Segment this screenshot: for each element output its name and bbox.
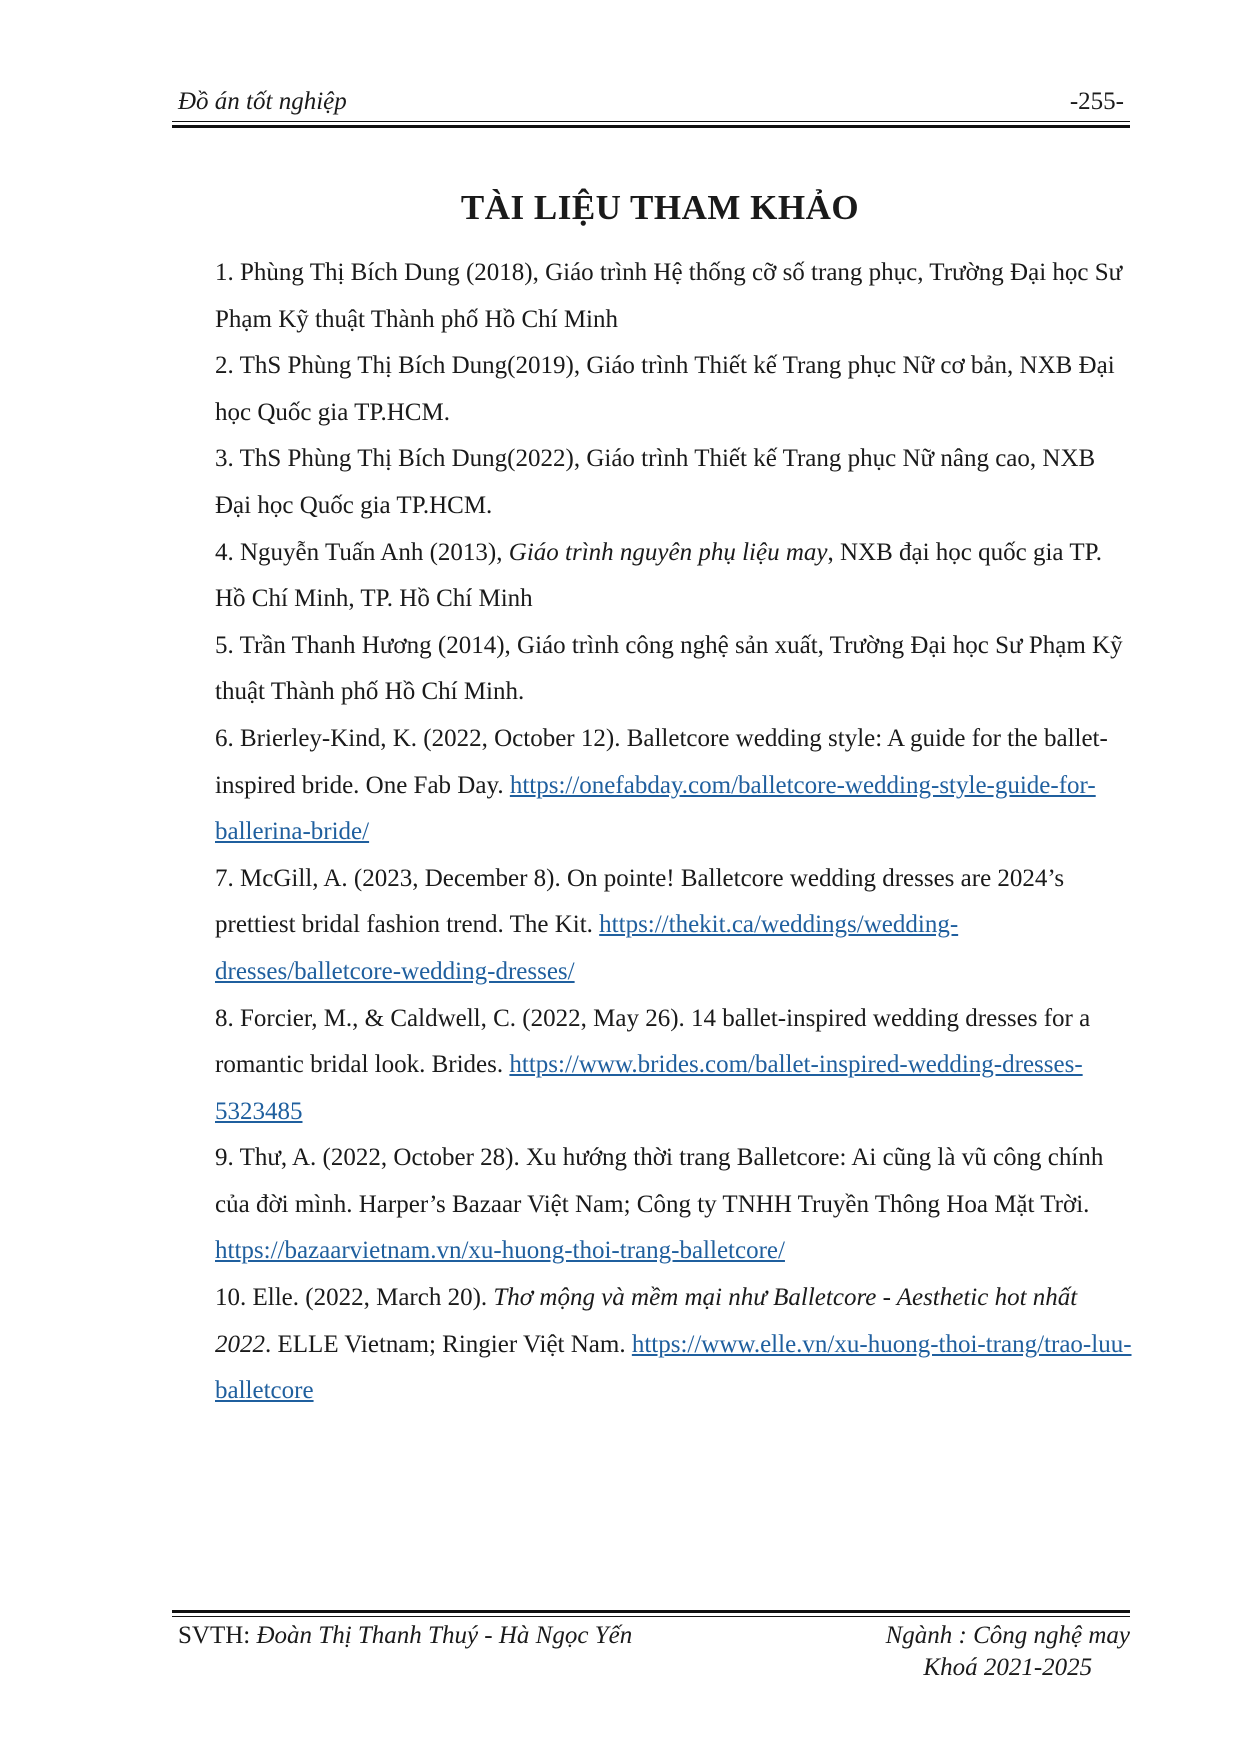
- reference-number: 10.: [215, 1284, 247, 1312]
- svth-names: Đoàn Thị Thanh Thuý - Hà Ngọc Yến: [250, 1622, 633, 1649]
- reference-italic-title: Thơ mộng và mềm mại như Balletcore - Aesthetic hot nhất 2022: [215, 1284, 1078, 1358]
- reference-text: McGill, A. (2023, December 8). On pointe! Balletcore wedding dresses are 2024’s prettiest bridal fashion trend. The Kit.: [215, 864, 1065, 939]
- reference-item: [215, 250, 1135, 343]
- reference-text: Forcier, M., & Caldwell, C. (2022, May 26). 14 ballet-inspired wedding dresses for a romantic bridal look. Brides.: [215, 1004, 1091, 1079]
- reference-text: Phùng Thị Bích Dung (2018), Giáo trình Hệ thống cỡ số trang phục, Trường Đại học Sư Phạm Kỹ thuật Thành phố Hồ Chí Minh: [215, 259, 1123, 333]
- reference-number: 9.: [215, 1144, 234, 1172]
- header-rule-thin: [172, 121, 1130, 122]
- reference-number: 3.: [215, 445, 234, 473]
- reference-text-after: , NXB đại học quốc gia TP. Hồ Chí Minh, TP. Hồ Chí Minh: [215, 538, 1102, 613]
- footer-cohort: Khoá 2021-2025: [923, 1654, 1093, 1681]
- reference-link[interactable]: https://bazaarvietnam.vn/xu-huong-thoi-trang-balletcore/: [215, 1237, 785, 1265]
- reference-item: [215, 530, 1135, 623]
- footer-rule-thick: [172, 1610, 1130, 1613]
- reference-text: Nguyễn Tuấn Anh (2013),: [240, 538, 509, 566]
- header-title: Đồ án tốt nghiệp: [178, 88, 347, 115]
- reference-link[interactable]: https://www.elle.vn/xu-huong-thoi-trang/trao-luu-balletcore: [215, 1330, 1132, 1405]
- reference-text: Elle. (2022, March 20).: [252, 1284, 494, 1312]
- footer-students: [178, 1620, 632, 1652]
- reference-number: 2.: [215, 352, 234, 380]
- footer-program: [886, 1620, 1130, 1684]
- reference-item: [215, 436, 1135, 529]
- reference-text-after: . ELLE Vietnam; Ringier Việt Nam.: [265, 1330, 632, 1358]
- reference-link[interactable]: https://onefabday.com/balletcore-wedding-style-guide-for-ballerina-bride/: [215, 771, 1096, 846]
- page-title: TÀI LIỆU THAM KHẢO: [460, 188, 860, 227]
- reference-italic-title: Giáo trình nguyên phụ liệu may: [508, 538, 828, 566]
- footer-major: Ngành : Công nghệ may: [885, 1622, 1130, 1649]
- reference-list: [215, 250, 1135, 1415]
- reference-text: ThS Phùng Thị Bích Dung(2022), Giáo trình Thiết kế Trang phục Nữ nâng cao, NXB Đại học Quốc gia TP.HCM.: [215, 445, 1096, 519]
- reference-link[interactable]: https://www.brides.com/ballet-inspired-wedding-dresses-5323485: [215, 1051, 1083, 1125]
- reference-item: [215, 343, 1135, 436]
- reference-number: 7.: [215, 864, 234, 892]
- reference-item: [215, 623, 1135, 716]
- reference-item: [215, 996, 1135, 1136]
- reference-number: 6.: [215, 724, 234, 752]
- reference-number: 5.: [215, 631, 234, 659]
- reference-text: Thư, A. (2022, October 28). Xu hướng thời trang Balletcore: Ai cũng là vũ công chính của đời mình. Harper’s Bazaar Việt Nam; Công ty TNHH Truyền Thông Hoa Mặt Trời.: [215, 1144, 1104, 1218]
- reference-number: 1.: [215, 259, 234, 286]
- svth-label: SVTH:: [178, 1622, 251, 1649]
- reference-number: 8.: [215, 1004, 234, 1032]
- reference-text: Brierley-Kind, K. (2022, October 12). Balletcore wedding style: A guide for the ballet-inspired bride. One Fab Day.: [215, 724, 1108, 799]
- reference-link[interactable]: https://thekit.ca/weddings/wedding-dresses/balletcore-wedding-dresses/: [215, 911, 959, 985]
- reference-item: [215, 856, 1135, 996]
- reference-text: Trần Thanh Hương (2014), Giáo trình công nghệ sản xuất, Trường Đại học Sư Phạm Kỹ thuật Thành phố Hồ Chí Minh.: [215, 631, 1123, 706]
- reference-text: ThS Phùng Thị Bích Dung(2019), Giáo trình Thiết kế Trang phục Nữ cơ bản, NXB Đại học Quốc gia TP.HCM.: [215, 352, 1115, 426]
- page-number: -255-: [1069, 88, 1124, 115]
- header-rule-thick: [172, 125, 1130, 128]
- reference-item: [215, 716, 1135, 856]
- reference-item: [215, 1275, 1135, 1415]
- reference-item: [215, 1135, 1135, 1275]
- reference-number: 4.: [215, 538, 234, 566]
- footer-rule-thin: [172, 1616, 1130, 1617]
